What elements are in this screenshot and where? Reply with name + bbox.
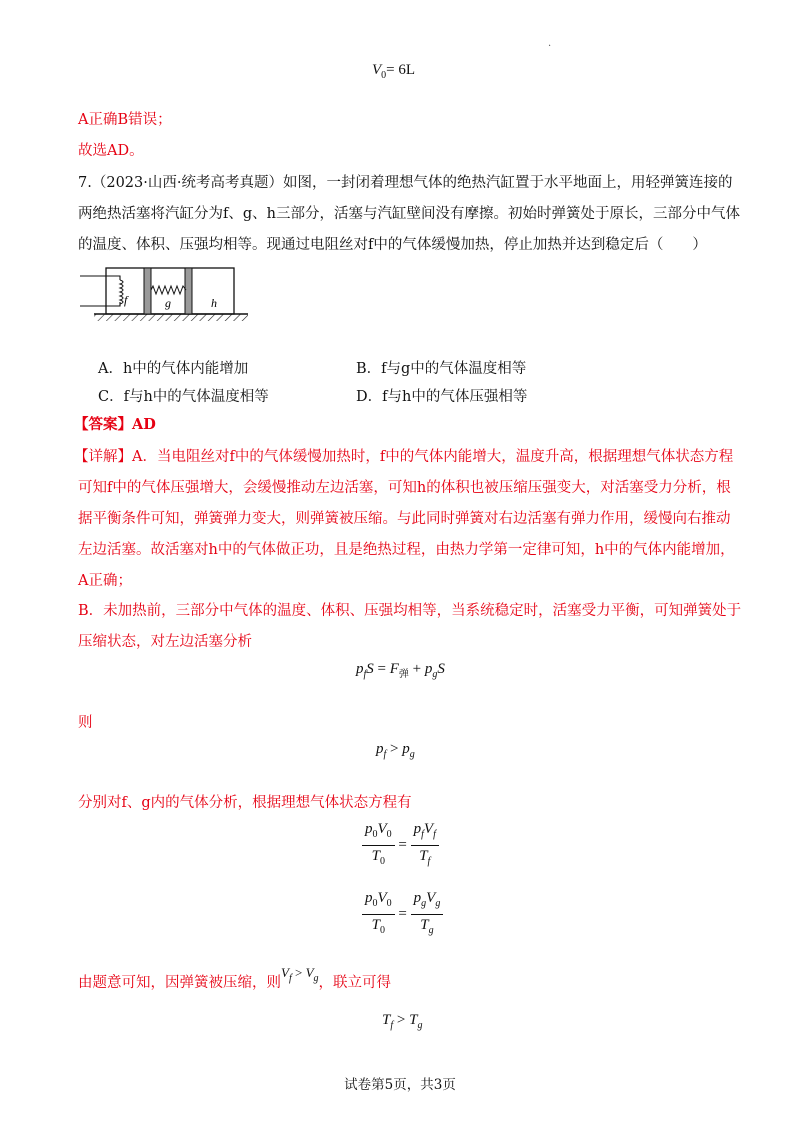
equation-state-f: $\frac{p_0V_0}{T_0}$ = $\frac{p_fV_f}{T_f}$ [362,820,439,871]
option-b: B．f与g中的气体温度相等 [356,361,527,377]
then-label: 则 [78,715,93,731]
resistor-coil [120,280,123,304]
right-piston [185,268,192,314]
explanation-line-2: 可知f中的气体压强增大，会缓慢推动左边活塞，可知h的体积也被压缩压强变大，对活塞受力分析，根 [78,480,731,496]
formula-v0: $V_0= 6L$ [372,62,416,81]
label-f: f [124,293,128,307]
equation-state-g: $\frac{p_0V_0}{T_0}$ = $\frac{p_gV_g}{T_g}$ [362,889,443,940]
page-dot: . [548,38,552,49]
wire-top [80,276,120,280]
option-a: A．h中的气体内能增加 [98,361,249,377]
explanation-line-3: 据平衡条件可知，弹簧弹力变大，则弹簧被压缩。与此同时弹簧对右边活塞有弹力作用，缓慢向右推动 [78,511,731,527]
option-c: C．f与h中的气体温度相等 [98,389,269,405]
ground-hatch [94,314,248,321]
cylinder-figure [80,262,250,326]
conclusion-line-1: A正确B错误； [78,112,172,128]
explanation-line-6: B．未加热前，三部分中气体的温度、体积、压强均相等，当系统稳定时，活塞受力平衡，可知弹簧处于 [78,603,742,619]
explanation-line-7: 压缩状态，对左边活塞分析 [78,634,252,650]
label-h: h [211,296,217,310]
equation-temperature-inequality: $T_f > T_g$ [382,1012,423,1031]
explanation-line-1: 【详解】A．当电阻丝对f中的气体缓慢加热时，f中的气体内能增大，温度升高，根据理想气体状态方程 [74,449,734,465]
question-line-2: 两绝热活塞将汽缸分为f、g、h三部分，活塞与汽缸壁间没有摩擦。初始时弹簧处于原长，三部分中气体 [78,206,740,222]
explanation-line-5: A正确； [78,573,132,589]
conclusion-line-2: 故选AD。 [78,143,144,159]
explanation-line-9: 由题意可知，因弹簧被压缩，则$V_f > V_g$，联立可得 [78,965,392,991]
answer: 【答案】AD [74,416,156,433]
page-footer: 试卷第5页，共3页 [344,1077,456,1093]
wire-bottom [80,302,120,306]
question-line-3: 的温度、体积、压强均相等。现通过电阻丝对f中的气体缓慢加热，停止加热并达到稳定后（ ） [78,237,707,253]
equation-force-balance: $p_fS = F_弹 + p_gS$ [356,661,445,680]
label-g: g [165,296,171,310]
option-d: D．f与h中的气体压强相等 [356,389,528,405]
inline-volume-inequality: $V_f > V_g$ [281,965,319,984]
question-line-1: 7.（2023·山西·统考高考真题）如图，一封闭着理想气体的绝热汽缸置于水平地面上，用轻弹簧连接的 [78,175,733,191]
explanation-line-4: 左边活塞。故活塞对h中的气体做正功，且是绝热过程，由热力学第一定律可知，h中的气体内能增加， [78,542,735,558]
spring [151,286,186,294]
left-piston [144,268,151,314]
question-number: 7. [78,175,92,191]
explanation-line-8: 分别对f、g内的气体分析，根据理想气体状态方程有 [78,795,412,811]
equation-pressure-inequality: $p_f > p_g$ [376,741,415,760]
